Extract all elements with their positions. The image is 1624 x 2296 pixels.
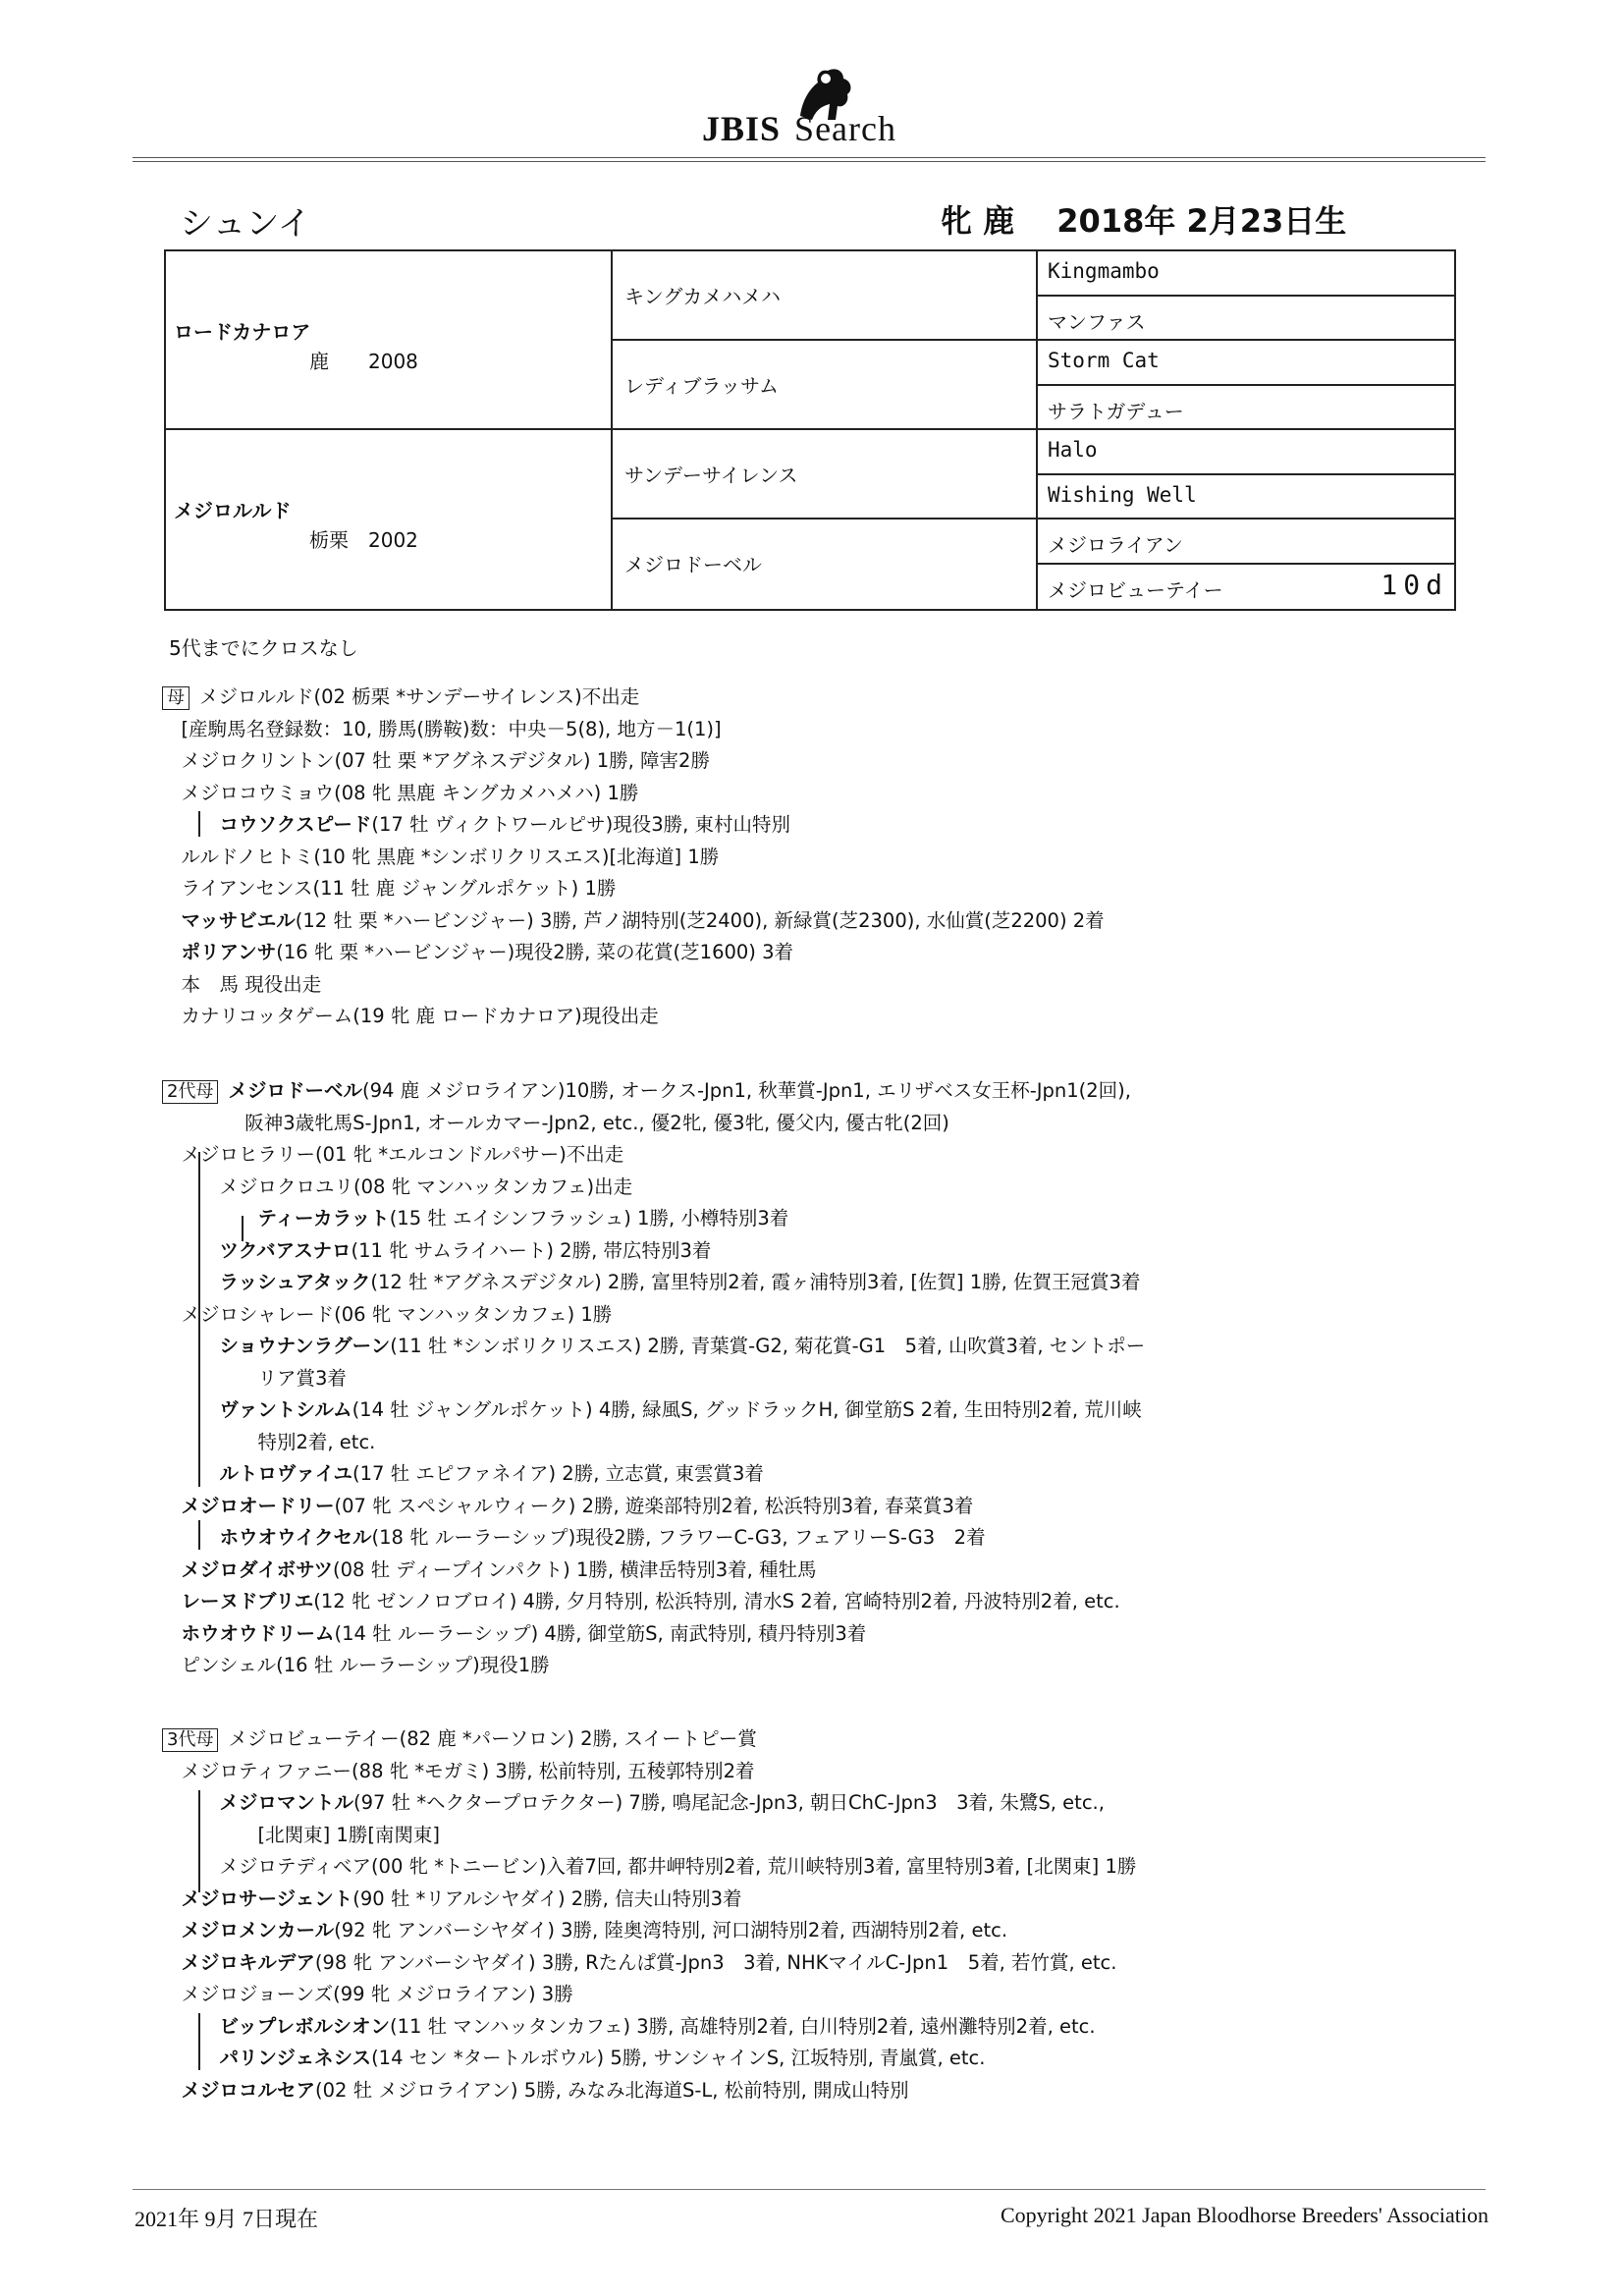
pedigree-text-line (162, 1299, 1145, 1332)
pedigree-text (162, 813, 220, 836)
pedigree-cell-gen3 (1038, 297, 1454, 342)
stakes-horse-name: メジロコルセア (181, 2078, 316, 2102)
pedigree-text-line (162, 778, 1105, 810)
pedigree-text-line (162, 905, 1105, 938)
pedigree-text-line (162, 1947, 1136, 1980)
pedigree-text-line (162, 1108, 1145, 1140)
pedigree-text (162, 1462, 220, 1485)
pedigree-text: メジロティファニー(88 牝 *モガミ) 3勝, 松前特別, 五稜郭特別2着 (162, 1759, 755, 1782)
dam-detail: 栃栗 2002 (309, 528, 418, 552)
pedigree-text-line (162, 1491, 1145, 1523)
pedigree-text-line (162, 1851, 1136, 1884)
pedigree-text: (11 牝 サムライハート) 2勝, 帯広特別3着 (351, 1238, 712, 1262)
stakes-horse-name: メジロキルデア (181, 1950, 315, 1974)
sire-name: ロードカナロア (174, 320, 311, 344)
pedigree-text-line (162, 842, 1105, 874)
header-rule (133, 157, 1486, 158)
stakes-horse-name: メジロマントル (219, 1791, 354, 1814)
pedigree-text: メジロコウミョウ(08 牝 黒鹿 キングカメハメハ) 1勝 (162, 781, 639, 804)
family-number: 10d (1380, 568, 1448, 601)
pedigree-text: (15 牡 エイシンフラッシュ) 1勝, 小樽特別3着 (389, 1207, 789, 1230)
pedigree-text: (12 牡 *アグネスデジタル) 2勝, 富里特別2着, 霞ヶ浦特別3着, [佐賀] 1勝, 佐賀王冠賞3着 (370, 1271, 1141, 1293)
pedigree-text-line (162, 1915, 1136, 1947)
pedigree-text (162, 1558, 182, 1581)
pedigree-text (162, 941, 182, 963)
pedigree-text-line (162, 1522, 1145, 1555)
pedigree-text: リア賞3着 (162, 1366, 347, 1390)
pedigree-cell-sire (166, 251, 613, 430)
pedigree-text-line (162, 873, 1105, 905)
horse-name: シュンイ (180, 204, 311, 244)
pedigree-gen2-name: キングカメハメハ (624, 285, 781, 308)
tree-connector (198, 1520, 200, 1550)
pedigree-text-line (162, 1001, 1105, 1033)
pedigree-text-line (162, 1820, 1136, 1852)
pedigree-text: 本 馬 現役出走 (162, 972, 322, 996)
section-tag: 2代母 (162, 1080, 218, 1104)
pedigree-text-line (162, 1884, 1136, 1916)
pedigree-gen3-name: Halo (1048, 438, 1098, 462)
tree-connector (198, 2013, 200, 2070)
pedigree-text-line (162, 969, 1105, 1002)
pedigree-text: メジロヒラリー(01 牝 *エルコンドルパサー)不出走 (162, 1143, 624, 1166)
pedigree-text: (18 牝 ルーラーシップ)現役2勝, フラワーC-G3, フェアリーS-G3 2着 (371, 1526, 986, 1549)
pedigree-cell-gen3 (1038, 475, 1454, 520)
footer-rule (133, 2189, 1486, 2190)
pedigree-gen3-name: Storm Cat (1048, 349, 1160, 372)
pedigree-text: (90 牡 *リアルシヤダイ) 2勝, 信夫山特別3着 (352, 1886, 742, 1910)
pedigree-cell-dam (166, 430, 613, 609)
stakes-horse-name: メジロダイボサツ (181, 1558, 333, 1581)
tree-connector (198, 1343, 200, 1487)
pedigree-text (162, 2015, 220, 2038)
pedigree-text-line (162, 1723, 1136, 1756)
pedigree-cell-gen3 (1038, 519, 1454, 565)
pedigree-text-line (162, 809, 1105, 842)
pedigree-text (162, 1919, 182, 1941)
pedigree-text: メジロルルド(02 栃栗 *サンデーサイレンス)不出走 (199, 685, 640, 708)
pedigree-text-line (162, 1267, 1145, 1299)
pedigree-text: (14 牡 ルーラーシップ) 4勝, 御堂筋S, 南武特別, 積丹特別3着 (334, 1621, 867, 1645)
pedigree-text: 特別2着, etc. (162, 1430, 376, 1453)
stakes-horse-name: ショウナンラグーン (219, 1335, 391, 1357)
pedigree-text (162, 1951, 182, 1974)
pedigree-text-line (162, 1650, 1145, 1682)
pedigree-text: (17 牡 エピファネイア) 2勝, 立志賞, 東雲賞3着 (352, 1462, 764, 1485)
pedigree-gen3-name: メジロビューテイー (1048, 577, 1223, 602)
pedigree-text: ルルドノヒトミ(10 牝 黒鹿 *シンボリクリスエス)[北海道] 1勝 (162, 845, 720, 868)
pedigree-text (162, 1239, 220, 1262)
inbreeding-note: 5代までにクロスなし (169, 636, 358, 660)
pedigree-text-line (162, 1394, 1145, 1427)
stakes-horse-name: ティーカラット (257, 1207, 390, 1230)
pedigree-text: ピンシェル(16 牡 ルーラーシップ)現役1勝 (162, 1654, 550, 1676)
pedigree-gen2-name: サンデーサイレンス (624, 464, 798, 487)
tree-connector (198, 811, 200, 837)
stakes-horse-name: メジロドーベル (228, 1079, 362, 1102)
pedigree-text (162, 1887, 182, 1910)
pedigree-cell-gen3 (1038, 565, 1454, 610)
pedigree-text: メジロクリントン(07 牡 栗 *アグネスデジタル) 1勝, 障害2勝 (162, 749, 710, 772)
pedigree-text (162, 1271, 220, 1293)
pedigree-text-line (162, 1979, 1136, 2011)
pedigree-text (162, 1526, 220, 1549)
pedigree-text: (92 牝 アンバーシヤダイ) 3勝, 陸奥湾特別, 河口湖特別2着, 西湖特別2着, etc. (334, 1919, 1008, 1941)
pedigree-text-line (162, 745, 1105, 778)
pedigree-text-line (162, 1075, 1145, 1108)
logo-text: JBIS (702, 109, 782, 148)
stakes-horse-name: ビップレボルシオン (219, 2014, 390, 2038)
pedigree-text: (16 牝 栗 *ハービンジャー)現役2勝, 菜の花賞(芝1600) 3着 (276, 941, 793, 963)
logo-suffix: Search (794, 109, 896, 148)
pedigree-text-line (162, 2075, 1136, 2107)
pedigree-gen2-name: メジロドーベル (624, 553, 762, 576)
pedigree-text-line (162, 1203, 1145, 1235)
pedigree-text: (07 牝 スペシャルウィーク) 2勝, 遊楽部特別2着, 松浜特別3着, 春菜賞3着 (334, 1494, 974, 1517)
pedigree-text (162, 1398, 220, 1421)
pedigree-text: (14 牡 ジャングルポケット) 4勝, 緑風S, グッドラックH, 御堂筋S 2着, 生田特別2着, 荒川峡 (352, 1398, 1142, 1421)
stakes-horse-name: レーヌドブリエ (181, 1590, 314, 1613)
pedigree-cell-gen2 (613, 519, 1038, 609)
pedigree-text-line (162, 1427, 1145, 1459)
footer-date: 2021年 9月 7日現在 (135, 2207, 319, 2231)
pedigree-text-line (162, 714, 1105, 746)
pedigree-text: (98 牝 アンバーシヤダイ) 3勝, Rたんぱ賞-Jpn3 3着, NHKマイルC-Jpn1 5着, 若竹賞, etc. (314, 1950, 1117, 1974)
pedigree-text: (12 牝 ゼンノロブロイ) 4勝, 夕月特別, 松浜特別, 清水S 2着, 宮崎特別2着, 丹波特別2着, etc. (313, 1590, 1120, 1613)
pedigree-text (162, 2079, 182, 2102)
pedigree-text-line (162, 1756, 1136, 1788)
pedigree-cell-gen3 (1038, 430, 1454, 475)
third-dam-section (162, 1723, 1136, 2106)
pedigree-text: メジロジョーンズ(99 牝 メジロライアン) 3勝 (162, 1983, 573, 2005)
tree-connector (242, 1216, 244, 1241)
pedigree-text: 阪神3歳牝馬S-Jpn1, オールカマー-Jpn2, etc., 優2牝, 優3牝, 優父内, 優古牝(2回) (162, 1111, 949, 1134)
pedigree-text: メジロクロユリ(08 牝 マンハッタンカフェ)出走 (162, 1175, 633, 1198)
dam-name: メジロルルド (174, 499, 292, 522)
pedigree-cell-gen3 (1038, 386, 1454, 431)
stakes-horse-name: ホウオウイクセル (219, 1526, 372, 1549)
pedigree-text-line (162, 1458, 1145, 1491)
pedigree-text: (08 牡 ディープインパクト) 1勝, 横津岳特別3着, 種牡馬 (332, 1558, 817, 1581)
pedigree-text: [北関東] 1勝[南関東] (162, 1823, 441, 1846)
stakes-horse-name: パリンジェネシス (219, 2047, 372, 2069)
pedigree-text-line (162, 1618, 1145, 1651)
pedigree-cell-gen3 (1038, 251, 1454, 297)
jbis-search-logo (702, 61, 947, 151)
pedigree-text-line (162, 1139, 1145, 1172)
second-dam-section (162, 1075, 1145, 1682)
pedigree-gen3-name: メジロライアン (1048, 533, 1183, 557)
pedigree-text-line (162, 1363, 1145, 1395)
section-tag: 母 (162, 686, 189, 710)
pedigree-cell-gen3 (1038, 341, 1454, 386)
pedigree-text: (94 鹿 メジロライアン)10勝, オークス-Jpn1, 秋華賞-Jpn1, エリザベス女王杯-Jpn1(2回), (361, 1079, 1131, 1102)
pedigree-text: [産駒馬名登録数：10, 勝馬(勝鞍)数：中央－5(8), 地方－1(1)] (162, 717, 722, 740)
stakes-horse-name: メジロメンカール (181, 1919, 335, 1941)
pedigree-text (162, 2047, 220, 2069)
pedigree-text: (14 セン *タートルボウル) 5勝, サンシャインS, 江坂特別, 青嵐賞, etc. (371, 2047, 986, 2069)
pedigree-text-line (162, 1235, 1145, 1268)
header-rule (133, 161, 1486, 162)
stakes-horse-name: マッサビエル (181, 908, 296, 932)
pedigree-text: メジロテディベア(00 牝 *トニービン)入着7回, 都井岬特別2着, 荒川峡特別3着, 富里特別3着, [北関東] 1勝 (162, 1855, 1137, 1878)
stakes-horse-name: ホウオウドリーム (181, 1621, 335, 1645)
pedigree-table (164, 249, 1456, 611)
pedigree-text: (11 牡 マンハッタンカフェ) 3勝, 高雄特別2着, 白川特別2着, 遠州灘特別2着, etc. (389, 2014, 1096, 2038)
pedigree-text: (12 牡 栗 *ハービンジャー) 3勝, 芦ノ湖特別(芝2400), 新緑賞(芝2300), 水仙賞(芝2200) 2着 (295, 908, 1105, 932)
pedigree-text: カナリコッタゲーム(19 牝 鹿 ロードカナロア)現役出走 (162, 1005, 659, 1027)
pedigree-text: ライアンセンス(11 牡 鹿 ジャングルポケット) 1勝 (162, 877, 617, 900)
stakes-horse-name: メジロオードリー (181, 1494, 335, 1517)
pedigree-text (162, 1495, 182, 1517)
stakes-horse-name: ツクバアスナロ (219, 1238, 352, 1262)
pedigree-text-line (162, 2043, 1136, 2075)
pedigree-text: メジロビューテイー(82 鹿 *パーソロン) 2勝, スイートピー賞 (228, 1727, 757, 1750)
sire-detail: 鹿 2008 (309, 350, 418, 373)
horse-sex-color-birthdate: 牝 鹿 2018年 2月23日生 (941, 202, 1347, 240)
pedigree-text (162, 1622, 182, 1645)
pedigree-text: メジロシャレード(06 牝 マンハッタンカフェ) 1勝 (162, 1302, 613, 1326)
pedigree-text-line (162, 937, 1105, 969)
pedigree-gen3-name: マンファス (1048, 309, 1146, 334)
pedigree-text-line (162, 1555, 1145, 1587)
pedigree-text: (02 牡 メジロライアン) 5勝, みなみ北海道S-L, 松前特別, 開成山特別 (315, 2078, 909, 2102)
pedigree-cell-gen2 (613, 251, 1038, 341)
pedigree-text: (97 牡 *ヘクタープロテクター) 7勝, 鳴尾記念-Jpn3, 朝日ChC-Jpn3 3着, 朱鷺S, etc., (353, 1791, 1105, 1814)
pedigree-cell-gen2 (613, 430, 1038, 519)
pedigree-text-line (162, 1331, 1145, 1363)
tree-connector (198, 1790, 200, 1892)
stakes-horse-name: ヴァントシルム (219, 1398, 352, 1421)
dam-section (162, 682, 1105, 1033)
pedigree-text-line (162, 682, 1105, 714)
pedigree-text: (11 牡 *シンボリクリスエス) 2勝, 青葉賞-G2, 菊花賞-G1 5着, 山吹賞3着, セントポー (390, 1335, 1146, 1357)
pedigree-text-line (162, 1586, 1145, 1618)
pedigree-cell-gen2 (613, 341, 1038, 430)
pedigree-text-line (162, 1787, 1136, 1820)
pedigree-text: (17 牡 ヴィクトワールピサ)現役3勝, 東村山特別 (371, 813, 791, 836)
pedigree-gen3-name: Wishing Well (1048, 482, 1197, 507)
pedigree-gen2-name: レディブラッサム (624, 374, 779, 398)
pedigree-text-line (162, 2011, 1136, 2044)
stakes-horse-name: ラッシュアタック (219, 1271, 371, 1293)
pedigree-text (162, 909, 182, 932)
pedigree-gen3-name: サラトガデュー (1048, 399, 1184, 423)
stakes-horse-name: メジロサージェント (181, 1886, 353, 1910)
pedigree-text-line (162, 1172, 1145, 1204)
stakes-horse-name: ルトロヴァイユ (219, 1462, 353, 1485)
pedigree-text (162, 1791, 220, 1814)
footer-copyright: Copyright 2021 Japan Bloodhorse Breeders' Association (1000, 2203, 1489, 2227)
pedigree-text (162, 1590, 182, 1613)
section-tag: 3代母 (162, 1728, 218, 1752)
pedigree-gen3-name: Kingmambo (1048, 259, 1160, 283)
stakes-horse-name: ポリアンサ (181, 941, 277, 963)
stakes-horse-name: コウソクスピード (219, 813, 372, 836)
pedigree-text (162, 1335, 220, 1357)
